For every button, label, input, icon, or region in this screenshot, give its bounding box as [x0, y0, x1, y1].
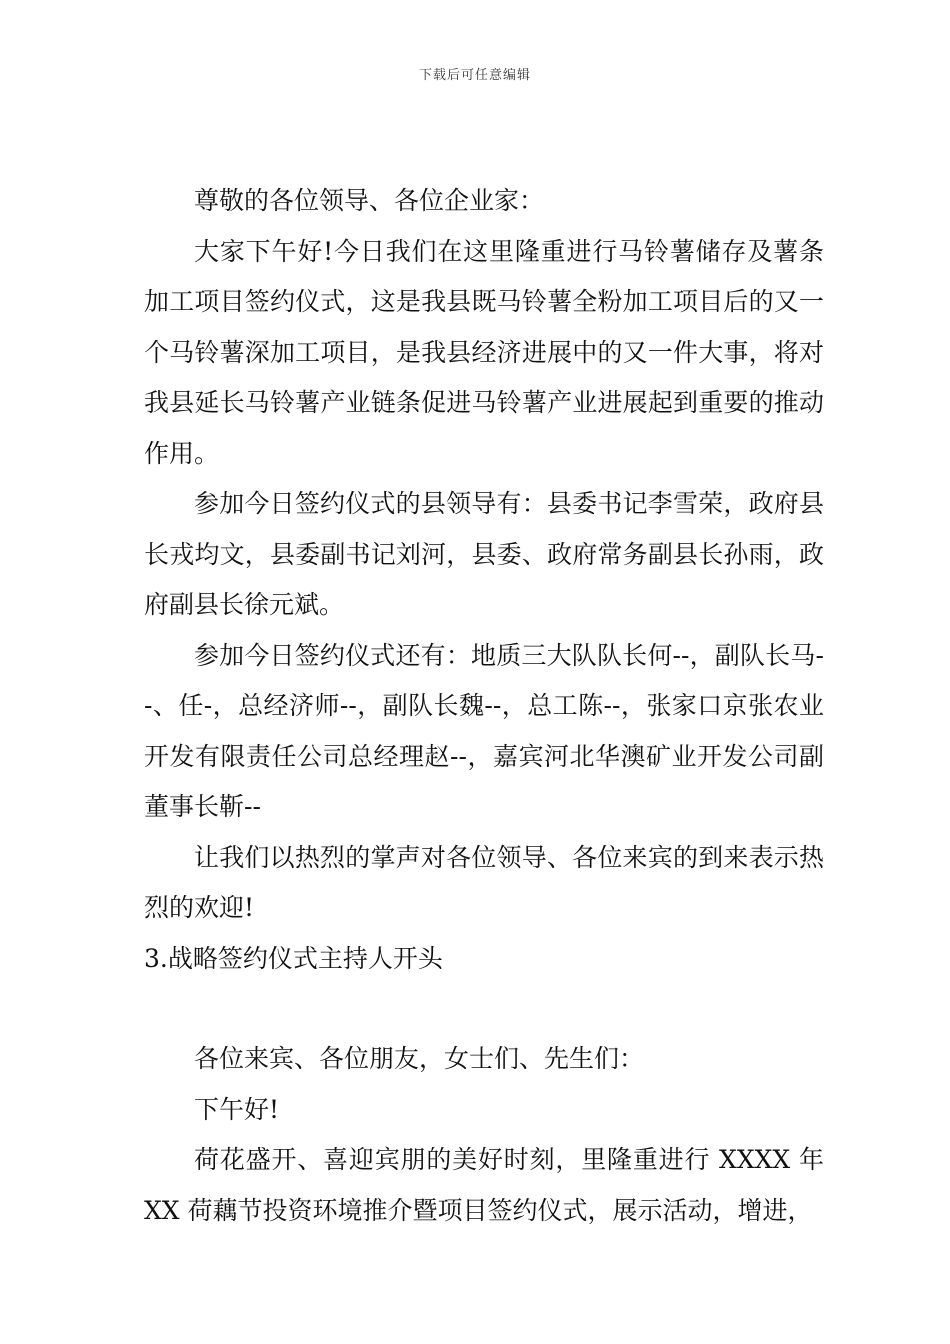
second-salutation-paragraph: 各位来宾、各位朋友，女士们、先生们：: [194, 1044, 645, 1073]
opening-paragraph: 大家下午好!今日我们在这里隆重进行马铃薯储存及薯条加工项目签约仪式，这是我县既马铃薯全粉加工项目后的又一个马铃薯深加工项目，是我县经济进展中的又一件大事，将对我县延长马铃薯产业链条促进马铃薯产业进展起到重要的推动作用。: [144, 236, 824, 468]
page-header-note: 下载后可任意编辑: [418, 68, 531, 83]
lotus-festival-paragraph: 荷花盛开、喜迎宾朋的美好时刻，里隆重进行 XXXX 年 XX 荷藕节投资环境推介暨项目签约仪式，展示活动，增进，: [144, 1145, 824, 1225]
guests-paragraph: 参加今日签约仪式还有：地质三大队队长何--，副队长马--、任-，总经济师--，副队长魏--，总工陈--，张家口京张农业开发有限责任公司总经理赵--，嘉宾河北华澳矿业开发公司副董事长靳--: [144, 640, 824, 821]
salutation-paragraph: 尊敬的各位领导、各位企业家：: [194, 186, 545, 215]
section-heading: 3.战略签约仪式主持人开头: [144, 943, 443, 973]
document-body: [144, 176, 824, 1236]
greeting-paragraph: 下午好!: [194, 1094, 280, 1124]
section-spacer: [144, 984, 824, 1034]
welcome-paragraph: 让我们以热烈的掌声对各位领导、各位来宾的到来表示热烈的欢迎!: [144, 842, 824, 922]
county-leaders-paragraph: 参加今日签约仪式的县领导有：县委书记李雪荣，政府县长戎均文，县委副书记刘河，县委、政府常务副县长孙雨，政府副县长徐元斌。: [144, 489, 824, 619]
